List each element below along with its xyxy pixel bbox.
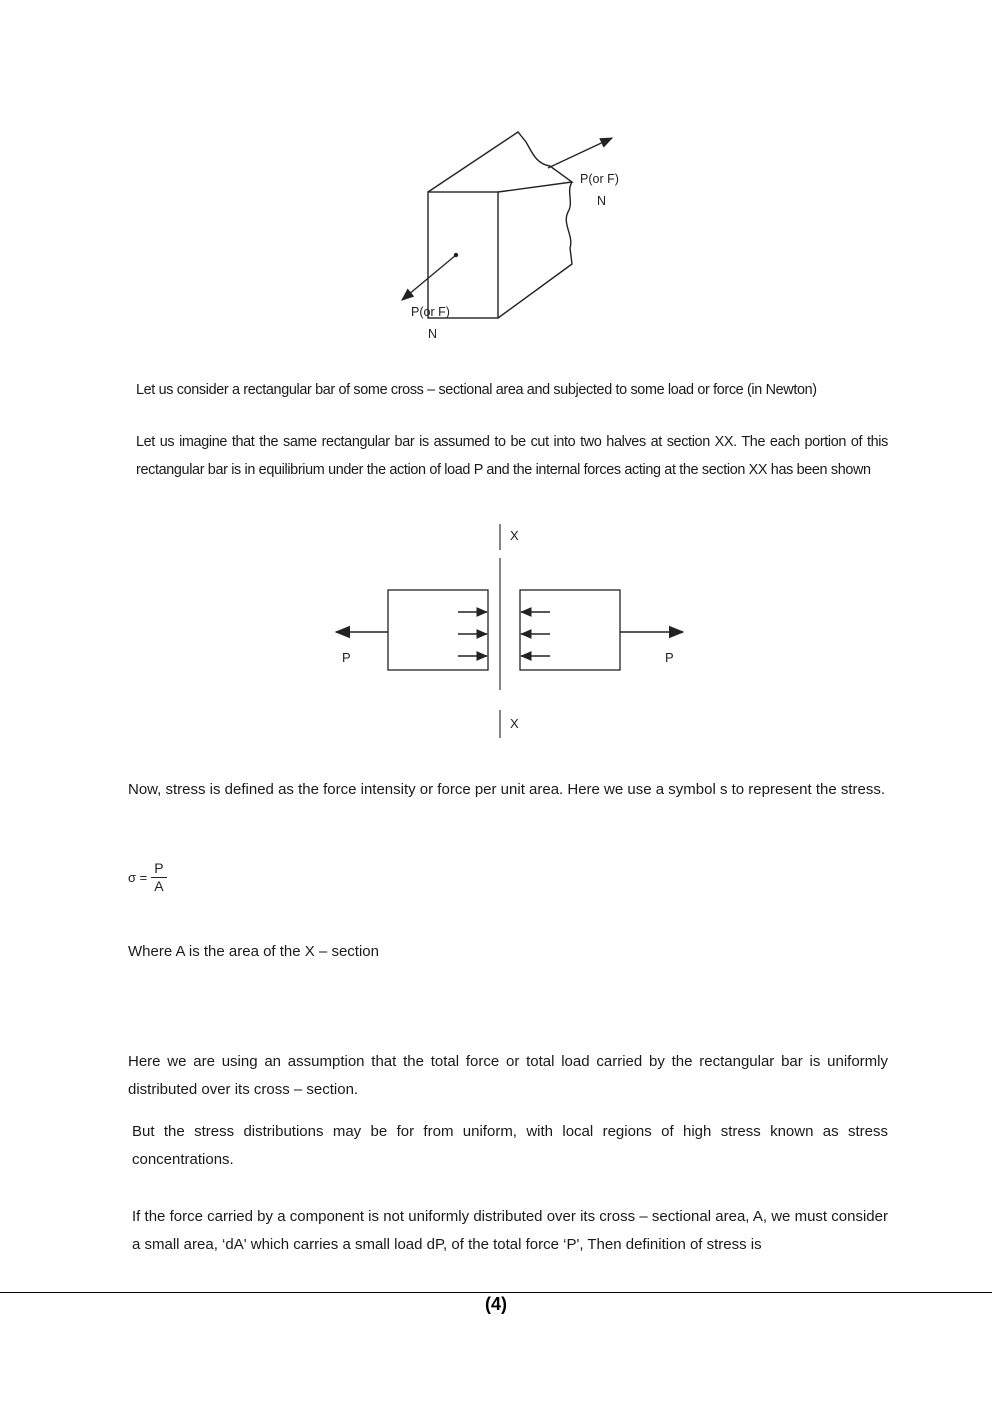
equation-symbol: σ = [128,870,148,885]
stress-equation [128,860,167,895]
paragraph-1: Let us consider a rectangular bar of some cross – sectional area and subjected to some load or force (in Newton) [136,382,817,398]
page-number: (4) [485,1294,507,1314]
left-portion [388,590,488,670]
load-label-right: P [665,650,674,665]
figure-rectangular-bar [390,128,640,350]
label-right-top: P(or F) [580,172,619,186]
equation-denominator: A [151,877,166,895]
paragraph-3: Now, stress is defined as the force intensity or force per unit area. Here we use a symbol s to represent the stress. [128,781,886,798]
section-label-bottom: X [510,716,519,731]
bar-outline [428,132,572,318]
section-label-top: X [510,528,519,543]
paragraph-2: Let us imagine that the same rectangular bar is assumed to be cut into two halves at section XX. The each portion of this rectangular bar is in equilibrium under the action of load P and the internal forces acting at the section XX has been shown [136,434,888,478]
paragraph-6: But the stress distributions may be for from uniform, with local regions of high stress known as stress concentrations. [132,1123,888,1168]
internal-forces-left [458,612,487,656]
label-right-bottom: N [597,194,607,208]
paragraph-4: Where A is the area of the X – section [128,943,379,960]
force-arrow-right [548,138,612,168]
label-left-top: P(or F) [411,305,450,319]
right-portion [520,590,620,670]
equation-numerator: P [154,860,164,876]
force-arrow-left [402,255,456,300]
figure-section-xx [330,520,690,745]
paragraph-7: If the force carried by a component is not uniformly distributed over its cross – sectional area, A, we must consider a small area, ‘dA' which carries a small load dP, of the total force ‘P', Then definition of stress is [132,1208,888,1253]
label-left-bottom: N [428,327,438,341]
equation-fraction [151,860,166,895]
load-label-left: P [342,650,351,665]
footer-rule [0,1292,992,1293]
paragraph-5: Here we are using an assumption that the total force or total load carried by the rectangular bar is uniformly distributed over its cross – section. [128,1053,888,1098]
internal-forces-right [521,612,550,656]
